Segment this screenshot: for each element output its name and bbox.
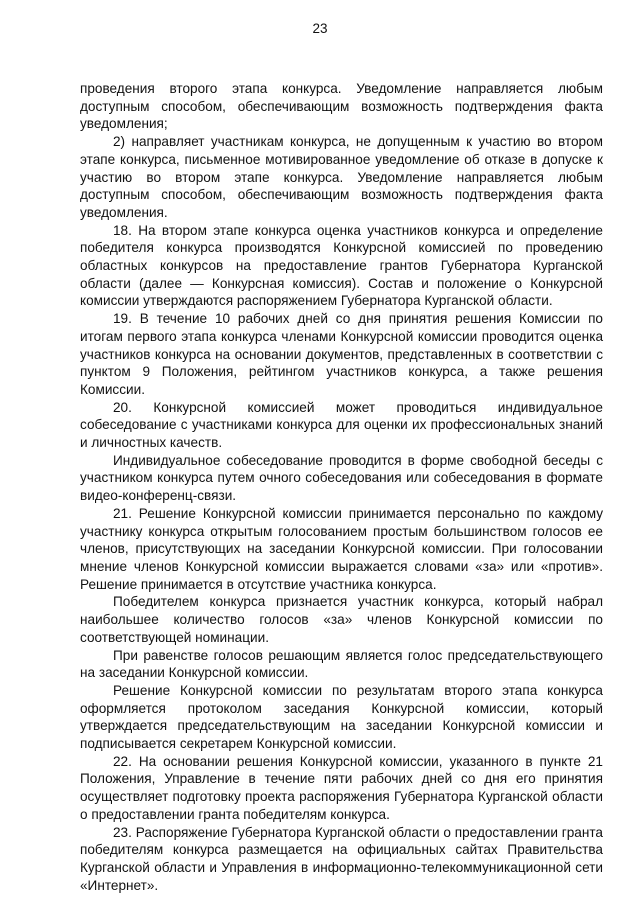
page-number: 23: [312, 21, 328, 36]
paragraph-21-tie: При равенстве голосов решающим является голос председательствующего на заседании Конкурсной комиссии.: [80, 647, 603, 681]
document-body: [80, 80, 603, 894]
paragraph-continuation: проведения второго этапа конкурса. Уведомление направляется любым доступным способом, обеспечивающим возможность подтверждения факта уведомления;: [80, 81, 603, 132]
paragraph-18: 18. На втором этапе конкурса оценка участников конкурса и определение победителя конкурса производятся Конкурсной комиссией по проведению областных конкурсов на предоставление грантов Губернатора Курганской области (далее — Конкурсная комиссия). Состав и положение о Конкурсной комиссии утверждаются распоряжением Губернатора Курганской области.: [80, 222, 603, 309]
paragraph-20: 20. Конкурсной комиссией может проводиться индивидуальное собеседование с участниками конкурса для оценки их профессиональных знаний и личностных качеств.: [80, 399, 603, 451]
paragraph-21: 21. Решение Конкурсной комиссии принимается персонально по каждому участнику конкурса открытым голосованием простым большинством голосов ее членов, присутствующих на заседании Конкурсной комиссии. При голосовании мнение членов Конкурсной комиссии выражается словами «за» или «против». Решение принимается в отсутствие участника конкурса.: [80, 505, 603, 592]
paragraph-item-2: 2) направляет участникам конкурса, не допущенным к участию во втором этапе конкурса, письменное мотивированное уведомление об отказе в допуске к участию во втором этапе конкурса. Уведомление направляется любым доступным способом, обеспечивающим возможность подтверждения факта уведомления.: [80, 134, 603, 220]
paragraph-21-winner: Победителем конкурса признается участник конкурса, который набрал наибольшее количество голосов «за» членов Конкурсной комиссии по соответствующей номинации.: [80, 594, 603, 645]
paragraph-19: 19. В течение 10 рабочих дней со дня принятия решения Комиссии по итогам первого этапа конкурса членами Конкурсной комиссии проводится оценка участников конкурса на основании документов, представленных в соответствии с пунктом 9 Положения, рейтингом участников конкурса, а также решения Комиссии.: [80, 311, 603, 397]
paragraph-22: 22. На основании решения Конкурсной комиссии, указанного в пункте 21 Положения, Управление в течение пяти рабочих дней со дня его принятия осуществляет подготовку проекта распоряжения Губернатора Курганской области о предоставлении гранта победителям конкурса.: [80, 753, 603, 822]
paragraph-23: 23. Распоряжение Губернатора Курганской области о предоставлении гранта победителям конкурса размещается на официальных сайтах Правительства Курганской области и Управления в информационно-телекоммуникационной сети «Интернет».: [80, 824, 603, 893]
paragraph-20-interview: Индивидуальное собеседование проводится в форме свободной беседы с участником конкурса путем очного собеседования или собеседования в формате видео-конференц-связи.: [80, 452, 603, 504]
paragraph-21-protocol: Решение Конкурсной комиссии по результатам второго этапа конкурса оформляется протоколом заседания Конкурсной комиссии, который утверждается председательствующим на заседании Конкурсной комиссии и подписывается секретарем Конкурсной комиссии.: [80, 682, 603, 752]
